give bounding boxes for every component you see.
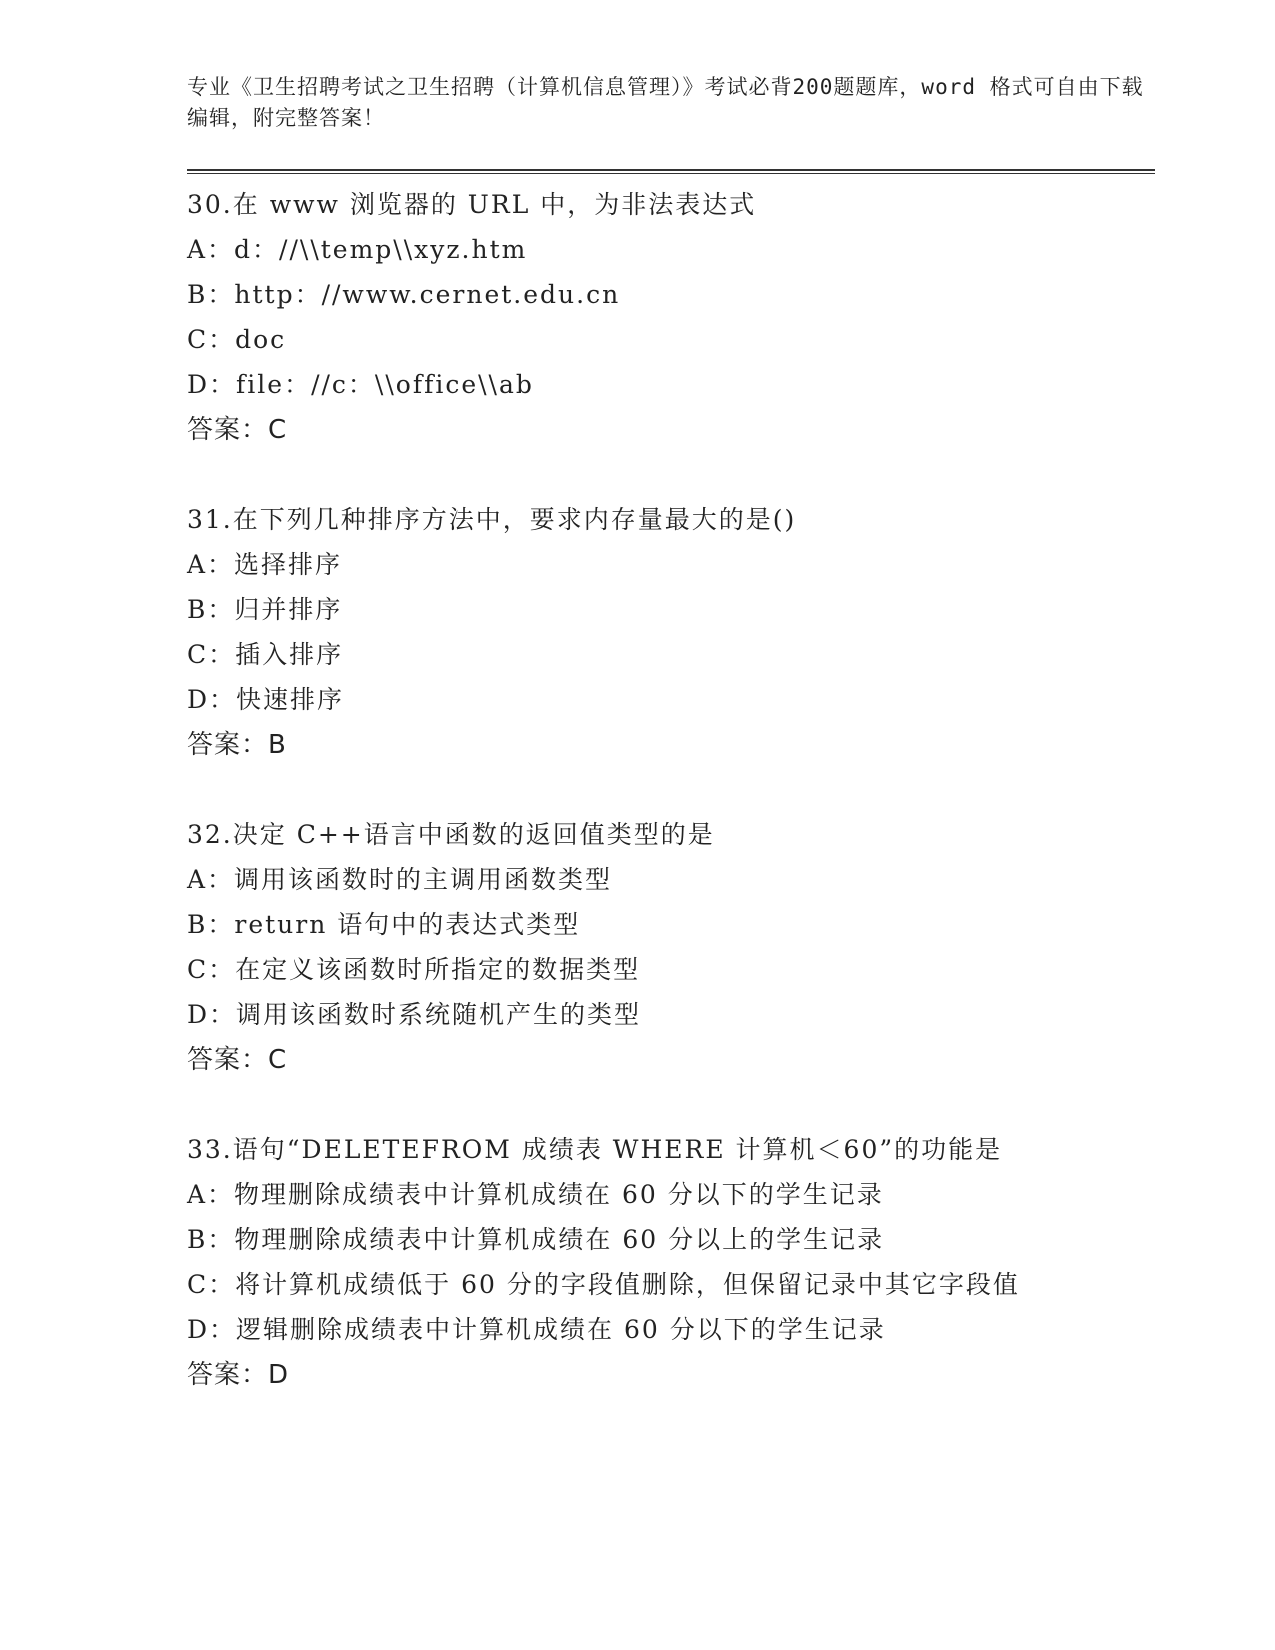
header-divider	[187, 169, 1155, 174]
option-b: B：return 语句中的表达式类型	[187, 910, 581, 939]
question-stem: 31.在下列几种排序方法中，要求内存量最大的是()	[187, 505, 797, 534]
option-c: C：将计算机成绩低于 60 分的字段值删除，但保留记录中其它字段值	[187, 1270, 1020, 1299]
answer-line: 答案：B	[187, 730, 287, 760]
answer-line: 答案：C	[187, 1045, 288, 1075]
document-header: 专业《卫生招聘考试之卫生招聘（计算机信息管理）》考试必背200题题库，word 格式可自由下载编辑，附完整答案！	[187, 75, 1144, 130]
question-block	[187, 812, 1155, 1083]
option-c: C：在定义该函数时所指定的数据类型	[187, 955, 641, 984]
question-stem: 30.在 www 浏览器的 URL 中，为非法表达式	[187, 190, 757, 219]
option-d: D：调用该函数时系统随机产生的类型	[187, 1000, 642, 1029]
answer-line: 答案：D	[187, 1360, 290, 1390]
question-block	[187, 1127, 1155, 1398]
option-b: B：物理删除成绩表中计算机成绩在 60 分以上的学生记录	[187, 1225, 885, 1254]
answer-line: 答案：C	[187, 415, 288, 445]
question-stem: 32.决定 C++语言中函数的返回值类型的是	[187, 820, 715, 849]
option-a: A：调用该函数时的主调用函数类型	[187, 865, 613, 894]
option-b: B：http：//www.cernet.edu.cn	[187, 280, 621, 309]
option-a: A：物理删除成绩表中计算机成绩在 60 分以下的学生记录	[187, 1180, 884, 1209]
question-block	[187, 497, 1155, 768]
question-block	[187, 182, 1155, 453]
option-c: C：doc	[187, 325, 287, 354]
option-d: D：file：//c：\\office\\ab	[187, 370, 534, 399]
option-d: D：逻辑删除成绩表中计算机成绩在 60 分以下的学生记录	[187, 1315, 886, 1344]
option-d: D：快速排序	[187, 685, 345, 714]
question-stem: 33.语句“DELETEFROM 成绩表 WHERE 计算机＜60”的功能是	[187, 1135, 1003, 1164]
option-c: C：插入排序	[187, 640, 344, 669]
option-b: B：归并排序	[187, 595, 343, 624]
option-a: A：d：//\\temp\\xyz.htm	[187, 235, 528, 264]
document-page	[187, 72, 1155, 1398]
option-a: A：选择排序	[187, 550, 343, 579]
